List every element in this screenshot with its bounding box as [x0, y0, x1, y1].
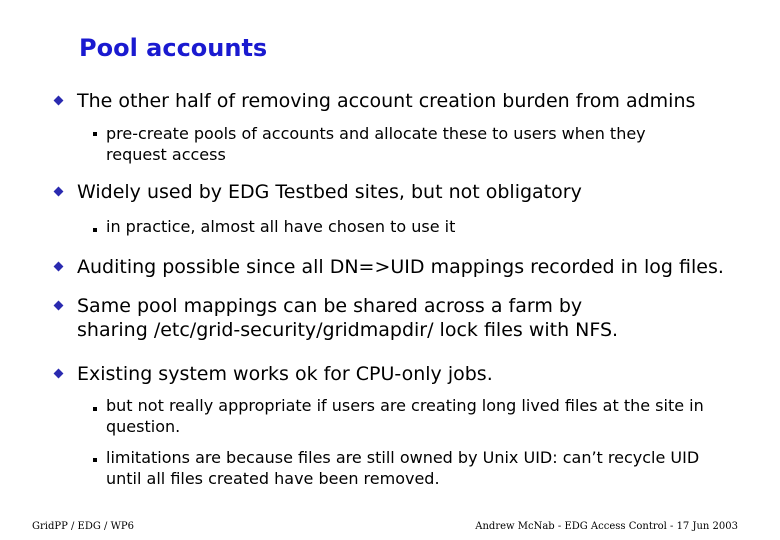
bullet-1: The other half of removing account creation burden from admins — [77, 90, 696, 112]
bullet-5-sub-1: but not really appropriate if users are creating long lived files at the site in question. — [106, 396, 704, 436]
bullet-2-sub-1: in practice, almost all have chosen to use it — [106, 217, 456, 236]
bullet-diamond-icon — [54, 262, 64, 272]
bullet-5: Existing system works ok for CPU-only jobs. — [77, 363, 493, 385]
bullet-3: Auditing possible since all DN=>UID mappings recorded in log files. — [77, 256, 724, 278]
bullet-diamond-icon — [54, 96, 64, 106]
bullet-diamond-icon — [54, 301, 64, 311]
sub-bullet-square-icon — [93, 458, 97, 462]
bullet-2: Widely used by EDG Testbed sites, but not obligatory — [77, 181, 582, 203]
bullet-diamond-icon — [54, 369, 64, 379]
slide-title: Pool accounts — [79, 34, 268, 62]
sub-bullet-square-icon — [93, 132, 97, 136]
sub-bullet-square-icon — [93, 407, 97, 411]
bullet-1-sub-1: pre-create pools of accounts and allocate these to users when they request access — [106, 124, 646, 164]
sub-bullet-square-icon — [93, 228, 97, 232]
bullet-diamond-icon — [54, 187, 64, 197]
bullet-4: Same pool mappings can be shared across a farm by sharing /etc/grid-security/gridmapdir/ lock files with NFS. — [77, 295, 619, 341]
footer-right: Andrew McNab - EDG Access Control - 17 Jun 2003 — [475, 521, 738, 532]
footer-left: GridPP / EDG / WP6 — [32, 521, 134, 532]
bullet-5-sub-2: limitations are because files are still owned by Unix UID: can’t recycle UID until all files created have been removed. — [106, 448, 700, 488]
